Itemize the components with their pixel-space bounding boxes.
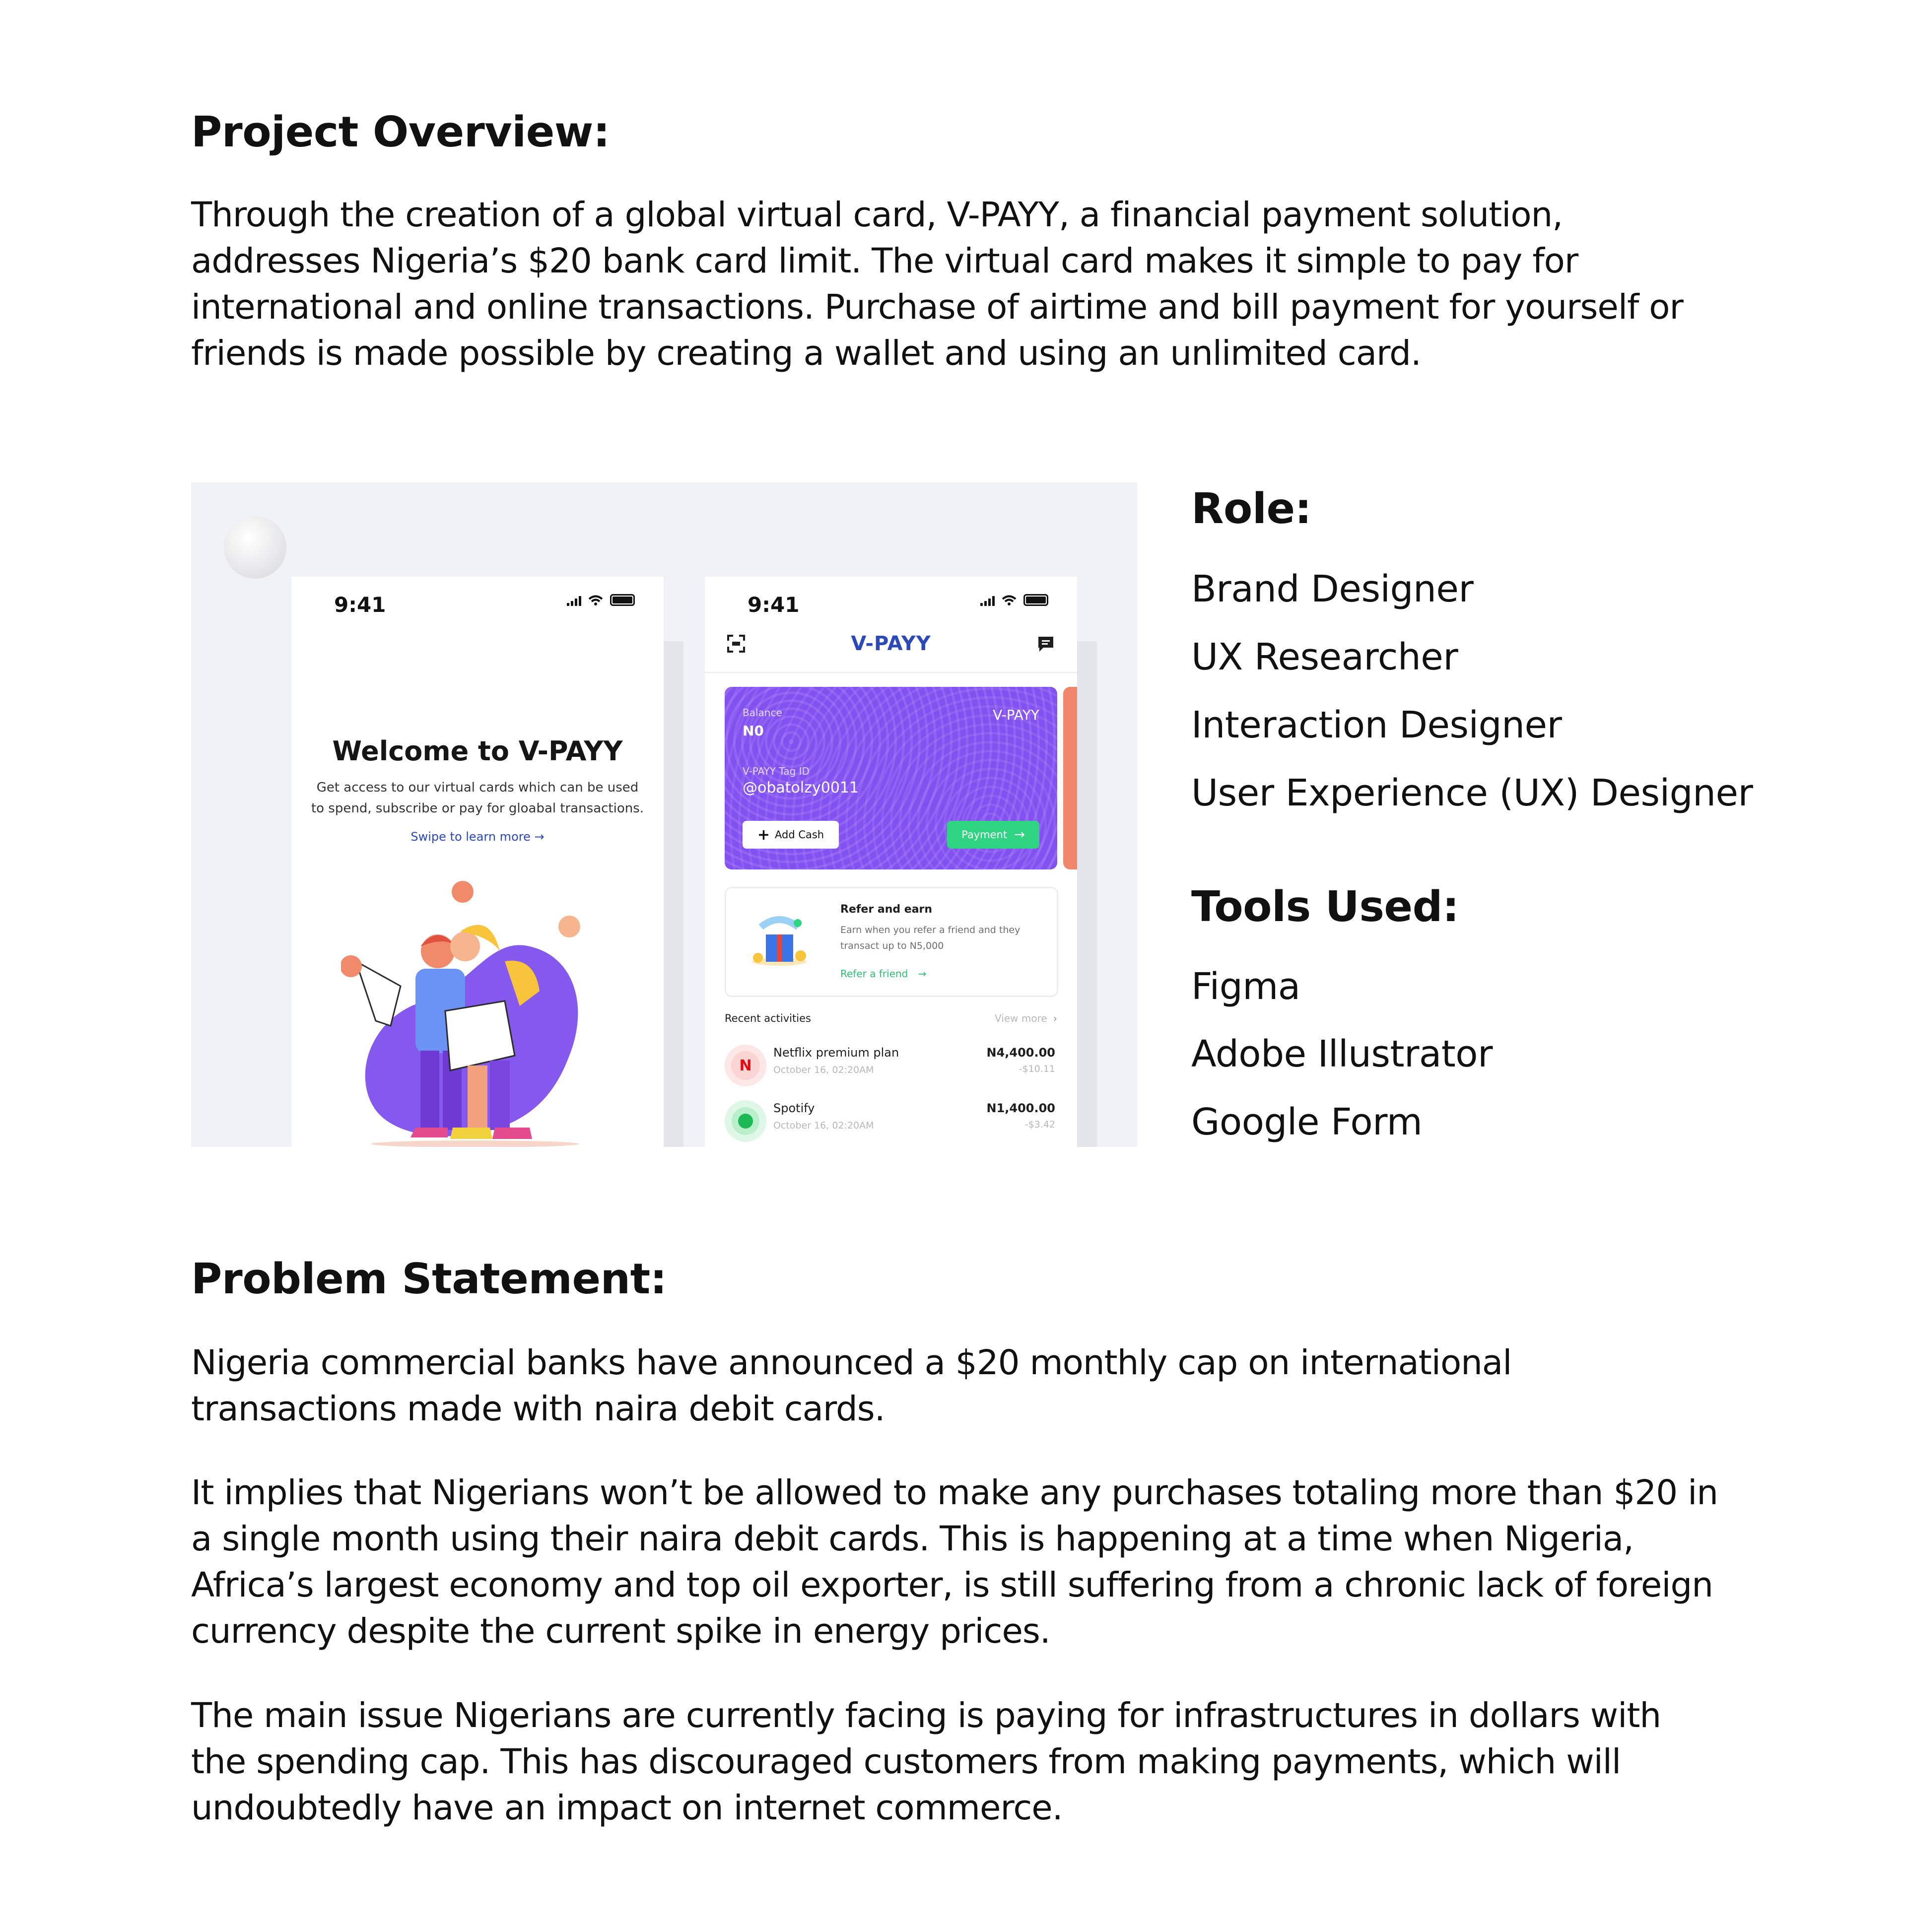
- app-brand: V-PAYY: [851, 632, 931, 655]
- refer-friend-label: Refer a friend: [840, 968, 908, 980]
- problem-line: It implies that Nigerians won’t be allowed to make any purchases totaling more than $20 in: [191, 1473, 1718, 1513]
- problem-line: undoubtedly have an impact on internet commerce.: [191, 1788, 1063, 1828]
- battery-icon: [610, 594, 635, 606]
- decor-circle: [224, 516, 286, 579]
- role-item: UX Researcher: [1191, 636, 1458, 678]
- spotify-icon: [725, 1100, 766, 1142]
- activity-usd: -$3.42: [1024, 1119, 1055, 1130]
- plus-icon: +: [757, 826, 770, 844]
- problem-line: Africa’s largest economy and top oil exporter, is still suffering from a chronic lack of foreign: [191, 1565, 1713, 1605]
- problem-paragraph: [191, 1693, 1740, 1831]
- swipe-link[interactable]: [291, 830, 664, 844]
- status-icons: [980, 594, 1048, 606]
- overview-line: international and online transactions. Purchase of airtime and bill payment for yourself or: [191, 287, 1683, 327]
- refer-card[interactable]: [725, 887, 1058, 997]
- spotify-logo: [732, 1107, 759, 1135]
- role-item: Interaction Designer: [1191, 704, 1562, 746]
- wifi-icon: [588, 595, 603, 606]
- balance-label: Balance: [743, 707, 782, 719]
- chevron-right-icon: ›: [1053, 1012, 1057, 1024]
- overview-paragraph: [191, 192, 1740, 377]
- activity-usd: -$10.11: [1019, 1064, 1055, 1074]
- card-brand: V-PAYY: [993, 707, 1039, 723]
- battery-icon: [1023, 594, 1048, 606]
- tool-item: Figma: [1191, 965, 1300, 1008]
- payment-button[interactable]: [947, 821, 1039, 849]
- people-illustration: [341, 877, 619, 1147]
- tag-value: @obatolzy0011: [743, 779, 859, 797]
- tool-item: Adobe Illustrator: [1191, 1033, 1493, 1075]
- problem-line: the spending cap. This has discouraged customers from making payments, which will: [191, 1742, 1621, 1782]
- activity-name: Spotify: [773, 1101, 815, 1115]
- problem-paragraph: [191, 1340, 1740, 1432]
- status-icons: [567, 594, 635, 606]
- tag-label: V-PAYY Tag ID: [743, 765, 810, 777]
- problem-line: Nigeria commercial banks have announced a $20 monthly cap on international: [191, 1343, 1512, 1383]
- problem-heading: Problem Statement:: [191, 1255, 667, 1304]
- problem-line: The main issue Nigerians are currently facing is paying for infrastructures in dollars with: [191, 1696, 1661, 1735]
- refer-title: Refer and earn: [840, 903, 933, 916]
- list-item[interactable]: [725, 1096, 1055, 1141]
- welcome-title: Welcome to V-PAYY: [332, 735, 623, 767]
- activity-amount: N1,400.00: [986, 1101, 1055, 1115]
- activity-date: October 16, 02:20AM: [773, 1120, 874, 1131]
- home-phone-screen: [705, 577, 1077, 1147]
- role-item: User Experience (UX) Designer: [1191, 772, 1753, 814]
- balance-value: N0: [743, 723, 764, 739]
- wifi-icon: [1002, 595, 1017, 606]
- problem-line: a single month using their naira debit cards. This is happening at a time when Nigeria,: [191, 1519, 1634, 1559]
- arrow-right-icon: →: [534, 830, 545, 844]
- netflix-letter: N: [731, 1051, 760, 1080]
- signal-icon: [567, 596, 581, 606]
- add-cash-label: Add Cash: [775, 829, 824, 841]
- overview-line: addresses Nigeria’s $20 bank card limit. The virtual card makes it simple to pay for: [191, 241, 1578, 281]
- tool-item: Google Form: [1191, 1101, 1423, 1143]
- list-item[interactable]: [725, 1041, 1055, 1085]
- chat-icon[interactable]: [1036, 635, 1055, 654]
- app-mockup-image: [191, 482, 1137, 1147]
- payment-label: Payment: [961, 829, 1008, 841]
- nav-divider: [705, 672, 1077, 673]
- welcome-phone-screen: [291, 577, 664, 1147]
- overview-heading: Project Overview:: [191, 108, 610, 157]
- signal-icon: [980, 596, 995, 606]
- ghost-phone: [664, 641, 683, 1147]
- overview-line: friends is made possible by creating a wallet and using an unlimited card.: [191, 333, 1421, 373]
- role-item: Brand Designer: [1191, 568, 1474, 610]
- arrow-right-icon: →: [1014, 827, 1025, 842]
- status-time: 9:41: [334, 593, 386, 617]
- activity-date: October 16, 02:20AM: [773, 1065, 874, 1075]
- activity-name: Netflix premium plan: [773, 1046, 899, 1060]
- role-heading: Role:: [1191, 484, 1312, 533]
- view-more-link[interactable]: [995, 1012, 1057, 1024]
- add-cash-button[interactable]: [743, 821, 839, 849]
- view-more-label: View more: [995, 1012, 1047, 1024]
- arrow-right-icon: →: [918, 968, 927, 980]
- virtual-card[interactable]: [725, 687, 1057, 869]
- refer-desc-line: Earn when you refer a friend and they: [840, 925, 1021, 935]
- problem-line: currency despite the current spike in energy prices.: [191, 1611, 1050, 1651]
- refer-friend-link[interactable]: [840, 968, 926, 980]
- overview-line: Through the creation of a global virtual card, V-PAYY, a financial payment solution,: [191, 195, 1563, 235]
- swipe-link-label: Swipe to learn more: [410, 830, 531, 844]
- welcome-desc: [291, 777, 664, 819]
- refer-desc: [840, 922, 1020, 954]
- problem-paragraph: [191, 1470, 1740, 1655]
- gift-illustration: [751, 912, 808, 967]
- recent-title: Recent activities: [725, 1012, 811, 1024]
- welcome-desc-line: Get access to our virtual cards which can be used: [316, 780, 639, 795]
- ghost-phone: [1077, 641, 1097, 1147]
- problem-line: transactions made with naira debit cards.: [191, 1389, 885, 1429]
- activity-amount: N4,400.00: [986, 1046, 1055, 1060]
- netflix-icon: [725, 1045, 766, 1086]
- status-time: 9:41: [748, 593, 800, 617]
- next-card-peek: [1063, 687, 1077, 869]
- refer-desc-line: transact up to N5,000: [840, 940, 944, 951]
- welcome-desc-line: to spend, subscribe or pay for gloabal transactions.: [311, 801, 644, 816]
- tools-heading: Tools Used:: [1191, 882, 1459, 932]
